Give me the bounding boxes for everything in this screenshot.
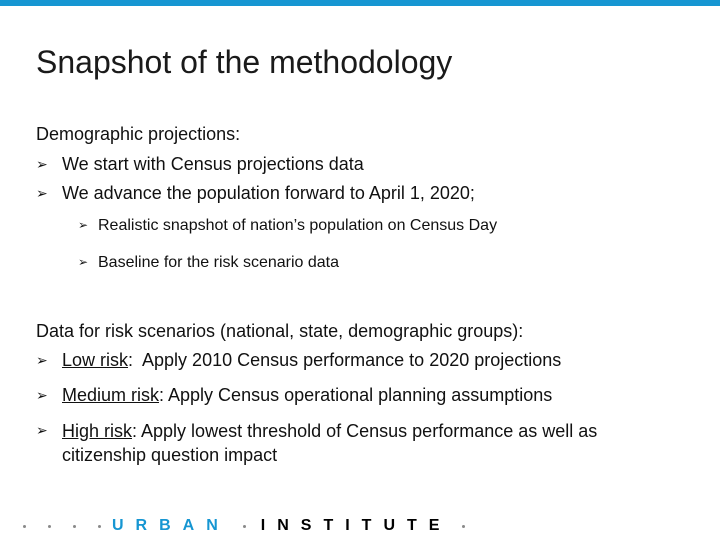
risk-term: Medium risk [62,385,160,405]
sub-bullet-baseline [78,253,339,273]
risk-text: Apply 2010 Census performance to 2020 projections [142,350,562,370]
demographic-heading: Demographic projections: [36,124,241,144]
arrow-bullet-icon: ➢ [36,352,48,368]
arrow-bullet-icon: ➢ [36,156,48,172]
risk-term: Low risk [62,350,129,370]
footer-dot [98,525,101,528]
footer-dot [462,525,465,528]
arrow-bullet-icon: ➢ [78,255,89,269]
sub-bullet-text: Baseline for the risk scenario data [98,254,340,271]
footer-dot [243,525,246,528]
arrow-bullet-icon: ➢ [36,387,48,403]
footer-dot [73,525,76,528]
risk-item-high [36,419,646,467]
bullet-advance-population [36,181,475,206]
risk-separator: : [132,421,142,441]
logo-urban-word: URBAN [112,517,230,534]
arrow-bullet-icon: ➢ [78,218,89,232]
slide-title: Snapshot of the methodology [36,44,453,80]
logo-institute-word: INSTITUTE [260,517,452,534]
risk-heading: Data for risk scenarios (national, state, demographic groups): [36,321,524,341]
bullet-text: We advance the population forward to April 1, 2020; [62,183,475,203]
sub-bullet-realistic-snapshot [78,216,497,236]
arrow-bullet-icon: ➢ [36,185,48,201]
risk-text: Apply Census operational planning assumptions [168,385,553,405]
bullet-census-projections [36,152,364,177]
risk-term: High risk [62,421,133,441]
risk-item-low [36,348,561,373]
footer-dot [23,525,26,528]
top-accent-bar [0,0,720,6]
sub-bullet-text: Realistic snapshot of nation’s population on Census Day [98,217,498,234]
risk-separator: : [128,350,143,370]
risk-text: Apply lowest threshold of Census performance as well as citizenship question impact [62,421,598,465]
urban-institute-logo [12,516,476,536]
footer-dot [48,525,51,528]
risk-item-medium [36,383,552,408]
arrow-bullet-icon: ➢ [36,422,48,438]
risk-item-high-body [62,419,646,467]
risk-separator: : [159,385,169,405]
bullet-text: We start with Census projections data [62,154,364,174]
